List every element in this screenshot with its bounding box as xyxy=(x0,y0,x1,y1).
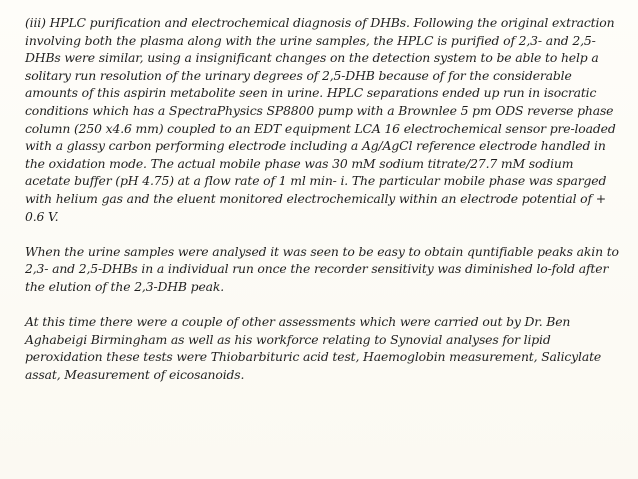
body-text xyxy=(25,14,621,383)
paragraph-urine-analysis: When the urine samples were analysed it was seen to be easy to obtain quntifiable peaks akin to 2,3- and 2,5-DHBs in a individual run once the recorder sensitivity was diminished lo-fold after the elution of the 2,3-DHB peak. xyxy=(25,243,619,294)
paragraph-other-assessments: At this time there were a couple of other assessments which were carried out by Dr. Ben Aghabeigi Birmingham as well as his workforce relating to Synovial analyses for lipid peroxidation these tests were Thiobarbituric acid test, Haemoglobin measurement, Salicylate assat, Measurement of eicosanoids. xyxy=(25,314,602,382)
paragraph-hplc-method: (iii) HPLC purification and electrochemical diagnosis of DHBs. Following the original extraction involving both the plasma along with the urine samples, the HPLC is purified of 2,3- and 2,5-DHBs were similar, using a insignificant changes on the detection system to be able to help a solitary run resolution of the urinary degrees of 2,5-DHB because of for the considerable amounts of this aspirin metabolite seen in urine. HPLC separations ended up run in isocratic conditions which has a SpectraPhysics SP8800 pump with a Brownlee 5 pm ODS reverse phase column (250 x4.6 mm) coupled to an EDT equipment LCA 16 electrochemical sensor pre-loaded with a glassy carbon performing electrode including a Ag/AgCl reference electrode handled in the oxidation mode. The actual mobile phase was 30 mM sodium titrate/27.7 mM sodium acetate buffer (pH 4.75) at a flow rate of 1 ml min- i. The particular mobile phase was sparged with helium gas and the eluent monitored electrochemically within an electrode potential of + 0.6 V. xyxy=(25,15,616,224)
